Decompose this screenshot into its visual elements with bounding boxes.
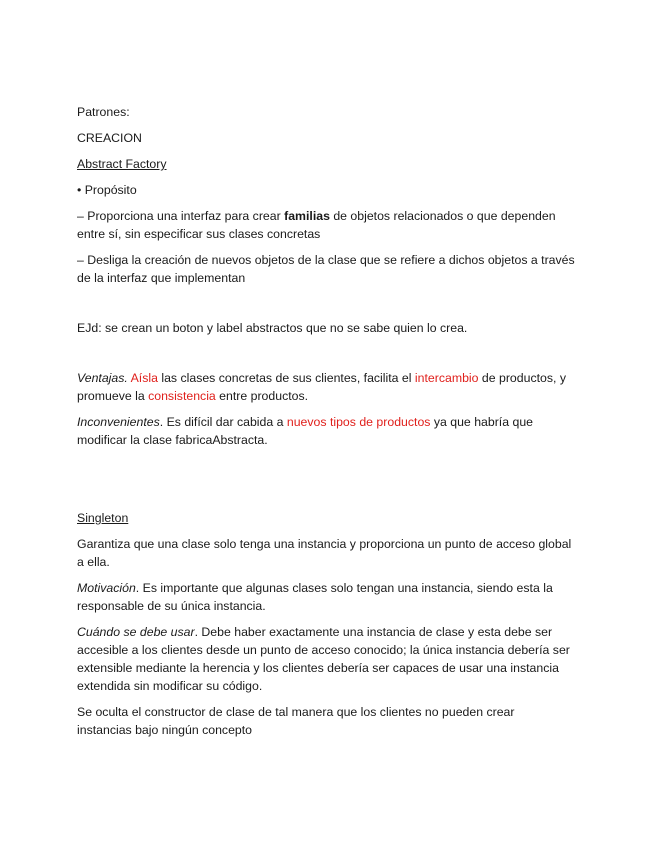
text-line: de la interfaz que implementan: [77, 271, 246, 285]
constructor-note-paragraph: [77, 703, 582, 739]
singleton-description: [77, 535, 582, 571]
text-line: responsable de su única instancia.: [77, 599, 266, 613]
highlight-text: consistencia: [148, 389, 216, 403]
category-title: CREACION: [77, 131, 142, 145]
purpose-paragraph-2: [77, 251, 582, 287]
text-line: extendida sin modificar su código.: [77, 679, 263, 693]
ventajas-label: Ventajas.: [77, 371, 128, 385]
text-line: Se oculta el constructor de clase de tal manera que los clientes no pueden crear: [77, 705, 515, 719]
text-line: – Desliga la creación de nuevos objetos de la clase que se refiere a dichos objetos a través: [77, 253, 575, 267]
bold-term: familias: [284, 209, 330, 223]
text-line: Garantiza que una clase solo tenga una instancia y proporciona un punto de acceso global: [77, 537, 572, 551]
cuando-usar-paragraph: [77, 623, 582, 695]
text-run: entre productos.: [215, 389, 309, 403]
text-line: extensible mediante la herencia y los clientes debería ser capaces de usar una instancia: [77, 661, 559, 675]
document-page: [77, 103, 582, 739]
inconvenientes-label: Inconvenientes: [77, 415, 160, 429]
text-line: modificar la clase fabricaAbstracta.: [77, 433, 268, 447]
inconvenientes-paragraph: [77, 413, 582, 449]
text-run: . Es difícil dar cabida a: [159, 415, 287, 429]
highlight-text: nuevos tipos de productos: [286, 415, 431, 429]
motivacion-label: Motivación: [77, 581, 136, 595]
text-run: . Debe haber exactamente una instancia de clase y esta debe ser: [194, 625, 553, 639]
highlight-text: intercambio: [414, 371, 479, 385]
highlight-text: Aísla: [130, 371, 158, 385]
doc-heading: Patrones:: [77, 105, 130, 119]
text-run: . Es importante que algunas clases solo tengan una instancia, siendo esta la: [135, 581, 553, 595]
text-run: las clases concretas de sus clientes, facilita el: [157, 371, 415, 385]
text-run: de productos, y: [478, 371, 566, 385]
text-line: accesible a los clientes desde un punto de acceso conocido; la única instancia debería ser: [77, 643, 570, 657]
text-run: – Proporciona una interfaz para crear: [77, 209, 285, 223]
text-line: a ella.: [77, 555, 110, 569]
text-run: ya que habría que: [430, 415, 533, 429]
section-title-abstract-factory: Abstract Factory: [77, 157, 167, 171]
section-title-singleton: Singleton: [77, 511, 129, 525]
purpose-label: • Propósito: [77, 183, 137, 197]
example-note: EJd: se crean un boton y label abstractos que no se sabe quien lo crea.: [77, 321, 468, 335]
text-run: promueve la: [77, 389, 149, 403]
text-run: de objetos relacionados o que dependen: [329, 209, 556, 223]
ventajas-paragraph: [77, 369, 582, 405]
purpose-paragraph-1: [77, 207, 582, 243]
text-line: instancias bajo ningún concepto: [77, 723, 253, 737]
motivacion-paragraph: [77, 579, 582, 615]
text-line: entre sí, sin especificar sus clases concretas: [77, 227, 321, 241]
cuando-usar-label: Cuándo se debe usar: [77, 625, 195, 639]
